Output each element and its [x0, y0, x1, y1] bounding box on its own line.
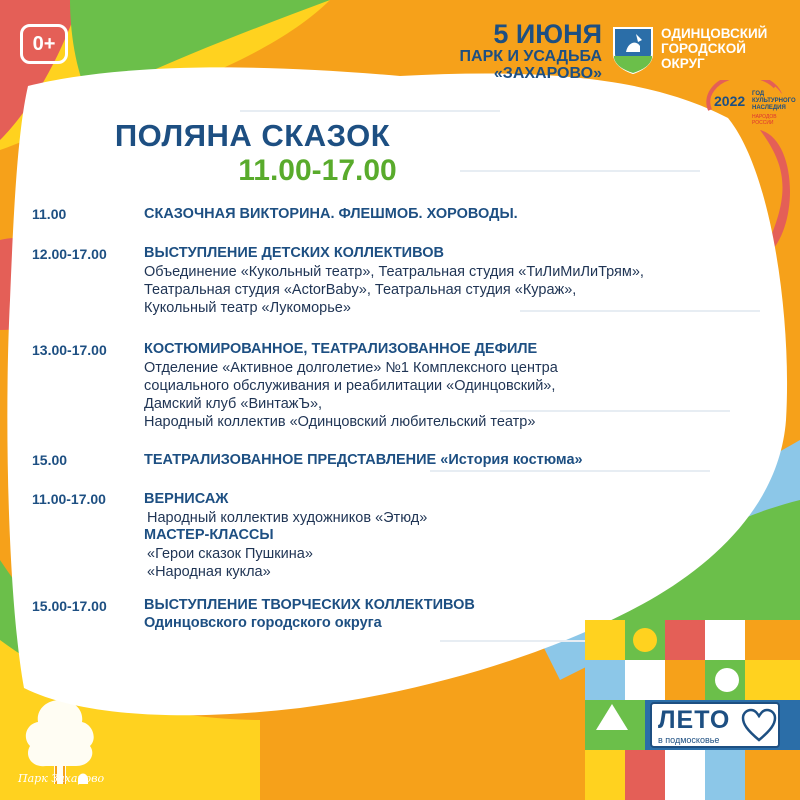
schedule-time: 13.00-17.00	[32, 342, 107, 358]
schedule-line: Кукольный театр «Лукоморье»	[144, 300, 351, 316]
event-date: 5 ИЮНЯ	[493, 19, 602, 49]
schedule-heading-line2: Одинцовского городского округа	[144, 615, 382, 631]
event-info	[420, 20, 602, 82]
year-badge-sub1: НАРОДОВ	[752, 114, 777, 120]
schedule-time: 11.00-17.00	[32, 491, 106, 507]
park-logo-text: Парк Захарово	[18, 772, 105, 785]
leto-main-text: ЛЕТО	[658, 706, 731, 734]
year-number: 2022	[714, 93, 746, 109]
year-badge-line2: КУЛЬТУРНОГО	[752, 98, 796, 104]
event-time-range: 11.00-17.00	[238, 154, 397, 187]
year-badge-text	[752, 91, 796, 112]
district-line3: ОКРУГ	[661, 56, 705, 71]
year-badge-line3: НАСЛЕДИЯ	[752, 105, 786, 111]
schedule-time: 11.00	[32, 206, 67, 222]
year-badge-line1: ГОД	[752, 91, 765, 97]
leto-sub-text: в подмосковье	[658, 735, 720, 745]
year-of-heritage-badge	[704, 80, 796, 130]
schedule-line: социального обслуживания и реабилитации «Одинцовский»,	[144, 378, 556, 394]
leto-logo	[650, 702, 780, 748]
schedule-heading: ВЫСТУПЛЕНИЕ ТВОРЧЕСКИХ КОЛЛЕКТИВОВ	[144, 597, 475, 613]
schedule-line: Народный коллектив художников «Этюд»	[147, 510, 428, 526]
schedule-heading-2: МАСТЕР-КЛАССЫ	[144, 527, 274, 543]
year-badge-sub2: РОССИИ	[752, 120, 774, 126]
schedule-heading: ВЫСТУПЛЕНИЕ ДЕТСКИХ КОЛЛЕКТИВОВ	[144, 245, 444, 261]
schedule-heading: ТЕАТРАЛИЗОВАННОЕ ПРЕДСТАВЛЕНИЕ «История костюма»	[144, 452, 583, 468]
schedule-time: 15.00	[32, 452, 68, 468]
schedule-line: Театральная студия «ActorBaby», Театральная студия «Кураж»,	[144, 282, 577, 298]
schedule-heading: КОСТЮМИРОВАННОЕ, ТЕАТРАЛИЗОВАННОЕ ДЕФИЛЕ	[144, 341, 538, 357]
schedule-line: Народный коллектив «Одинцовский любительский театр»	[144, 414, 536, 430]
schedule-line: Объединение «Кукольный театр», Театральная студия «ТиЛиМиЛиТрям»,	[144, 264, 644, 280]
district-line2: ГОРОДСКОЙ	[661, 41, 746, 56]
event-place-line1: ПАРК И УСАДЬБА	[459, 48, 602, 65]
schedule-line: «Народная кукла»	[147, 564, 271, 580]
schedule-line: Отделение «Активное долголетие» №1 Комплексного центра	[144, 360, 558, 376]
event-place-line2: «ЗАХАРОВО»	[493, 65, 602, 82]
year-badge-sub	[752, 114, 777, 126]
schedule-time: 12.00-17.00	[32, 246, 107, 262]
coat-of-arms-icon	[612, 26, 654, 74]
schedule-line: «Герои сказок Пушкина»	[147, 546, 313, 562]
district-name	[661, 26, 767, 71]
schedule-time: 15.00-17.00	[32, 598, 107, 614]
heart-icon	[741, 708, 777, 744]
age-rating-badge: 0+	[20, 24, 68, 64]
schedule-heading: ВЕРНИСАЖ	[144, 491, 229, 507]
schedule-line: Дамский клуб «ВинтажЪ»,	[144, 396, 323, 412]
page-title: ПОЛЯНА СКАЗОК	[114, 118, 391, 153]
schedule-heading: СКАЗОЧНАЯ ВИКТОРИНА. ФЛЕШМОБ. ХОРОВОДЫ.	[144, 206, 518, 222]
district-line1: ОДИНЦОВСКИЙ	[661, 26, 768, 41]
